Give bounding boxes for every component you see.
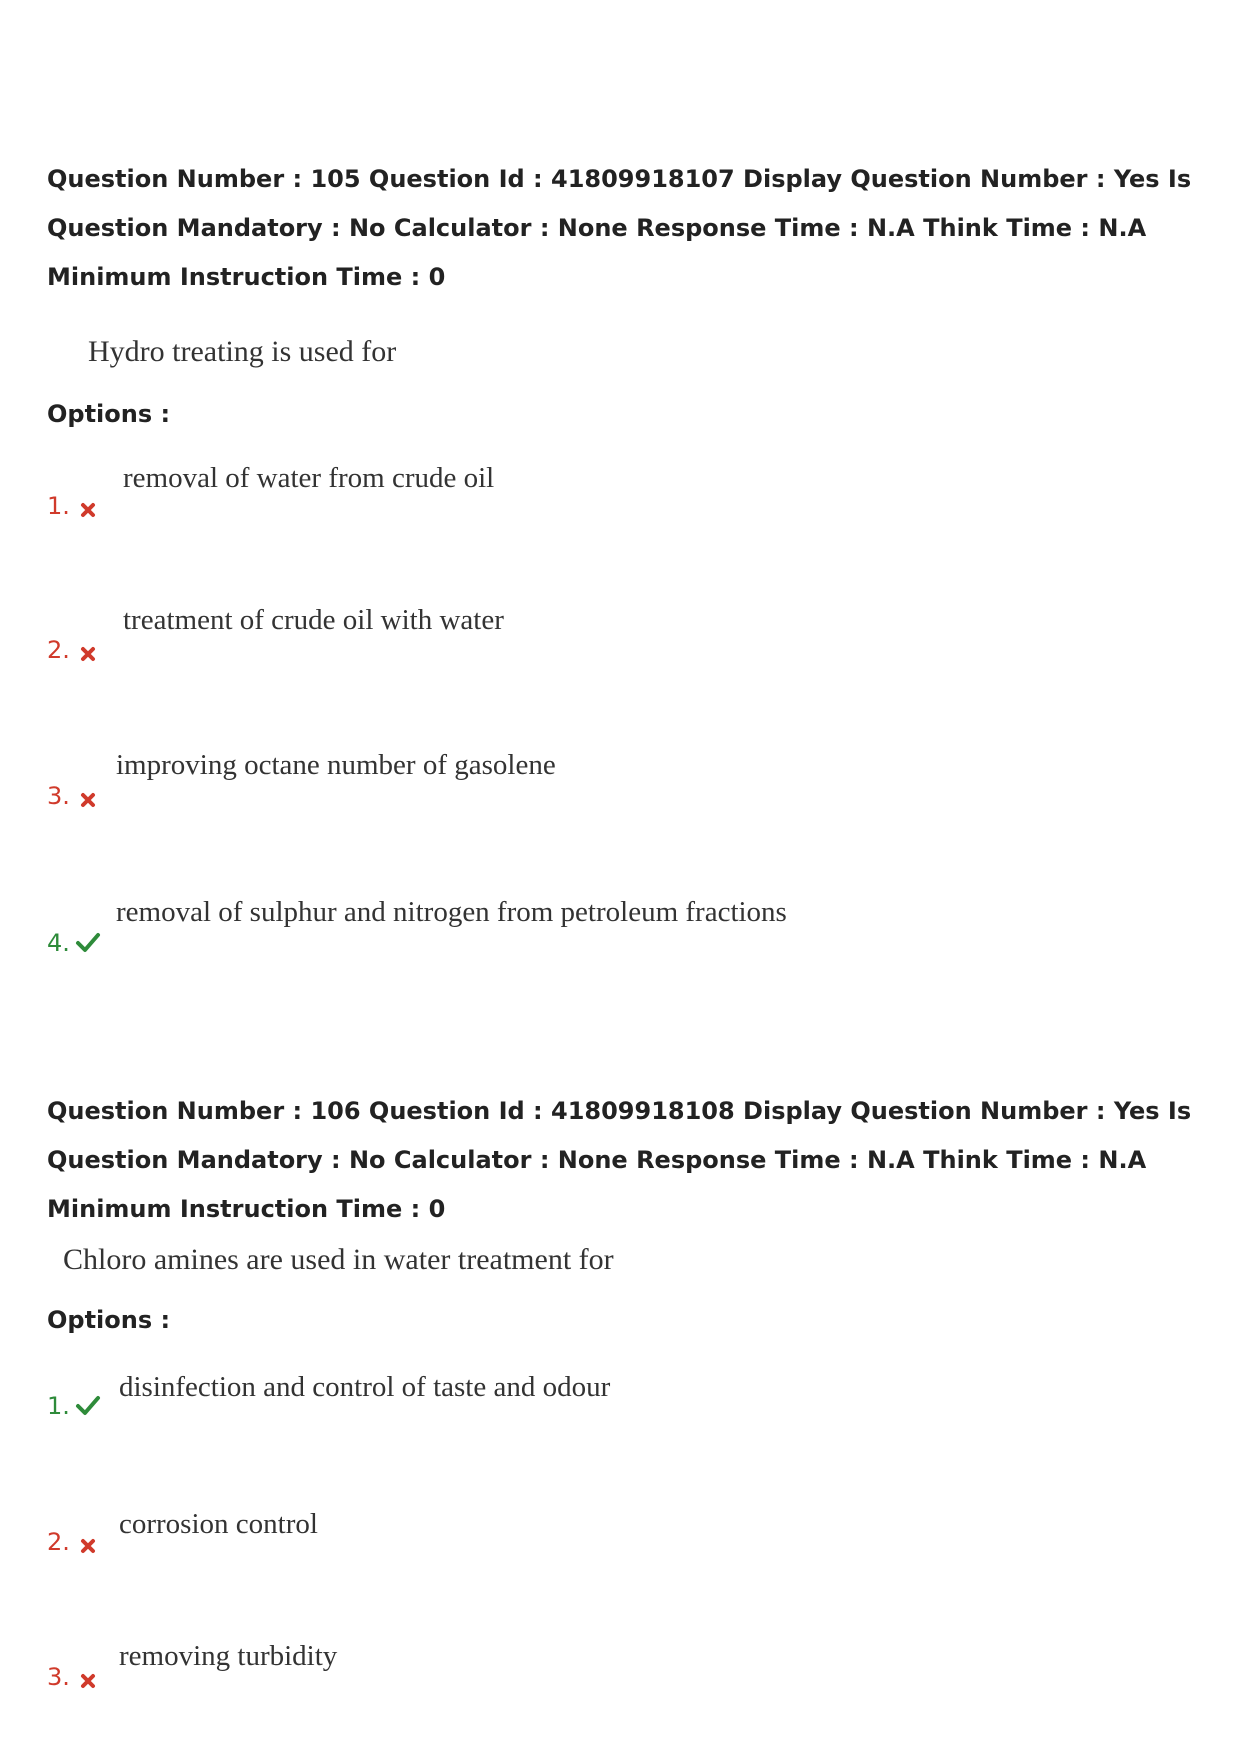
- option-number: 2.: [47, 1528, 70, 1556]
- cross-icon: [78, 1536, 98, 1556]
- option-text: improving octane number of gasolene: [116, 749, 556, 781]
- option-number: 3.: [47, 1663, 70, 1691]
- check-icon: [75, 1394, 101, 1416]
- option-number: 2.: [47, 636, 70, 664]
- cross-icon: [78, 1671, 98, 1691]
- option-text: removing turbidity: [119, 1640, 338, 1672]
- options-label: Options :: [47, 400, 171, 428]
- question-text: Chloro amines are used in water treatment for: [63, 1243, 614, 1276]
- cross-icon: [78, 500, 98, 520]
- option-number: 1.: [47, 492, 70, 520]
- option-text: corrosion control: [119, 1508, 318, 1540]
- cross-icon: [78, 790, 98, 810]
- option-text: removal of sulphur and nitrogen from petroleum fractions: [116, 896, 787, 928]
- option-text: removal of water from crude oil: [123, 462, 495, 494]
- option-number: 1.: [47, 1392, 70, 1420]
- option-text: disinfection and control of taste and odour: [119, 1371, 611, 1403]
- question-meta: Question Number : 106 Question Id : 41809918108 Display Question Number : Yes Is Question Mandatory : No Calculator : None Response Time : N.A Think Time : N.A Minimum Instruction Time : 0: [47, 1097, 1192, 1223]
- options-label: Options :: [47, 1306, 171, 1334]
- option-number: 4.: [47, 929, 70, 957]
- question-meta: Question Number : 105 Question Id : 41809918107 Display Question Number : Yes Is Question Mandatory : No Calculator : None Response Time : N.A Think Time : N.A Minimum Instruction Time : 0: [47, 165, 1192, 291]
- question-text: Hydro treating is used for: [88, 335, 397, 368]
- option-text: treatment of crude oil with water: [123, 604, 504, 636]
- cross-icon: [78, 644, 98, 664]
- check-icon: [75, 931, 101, 953]
- option-number: 3.: [47, 782, 70, 810]
